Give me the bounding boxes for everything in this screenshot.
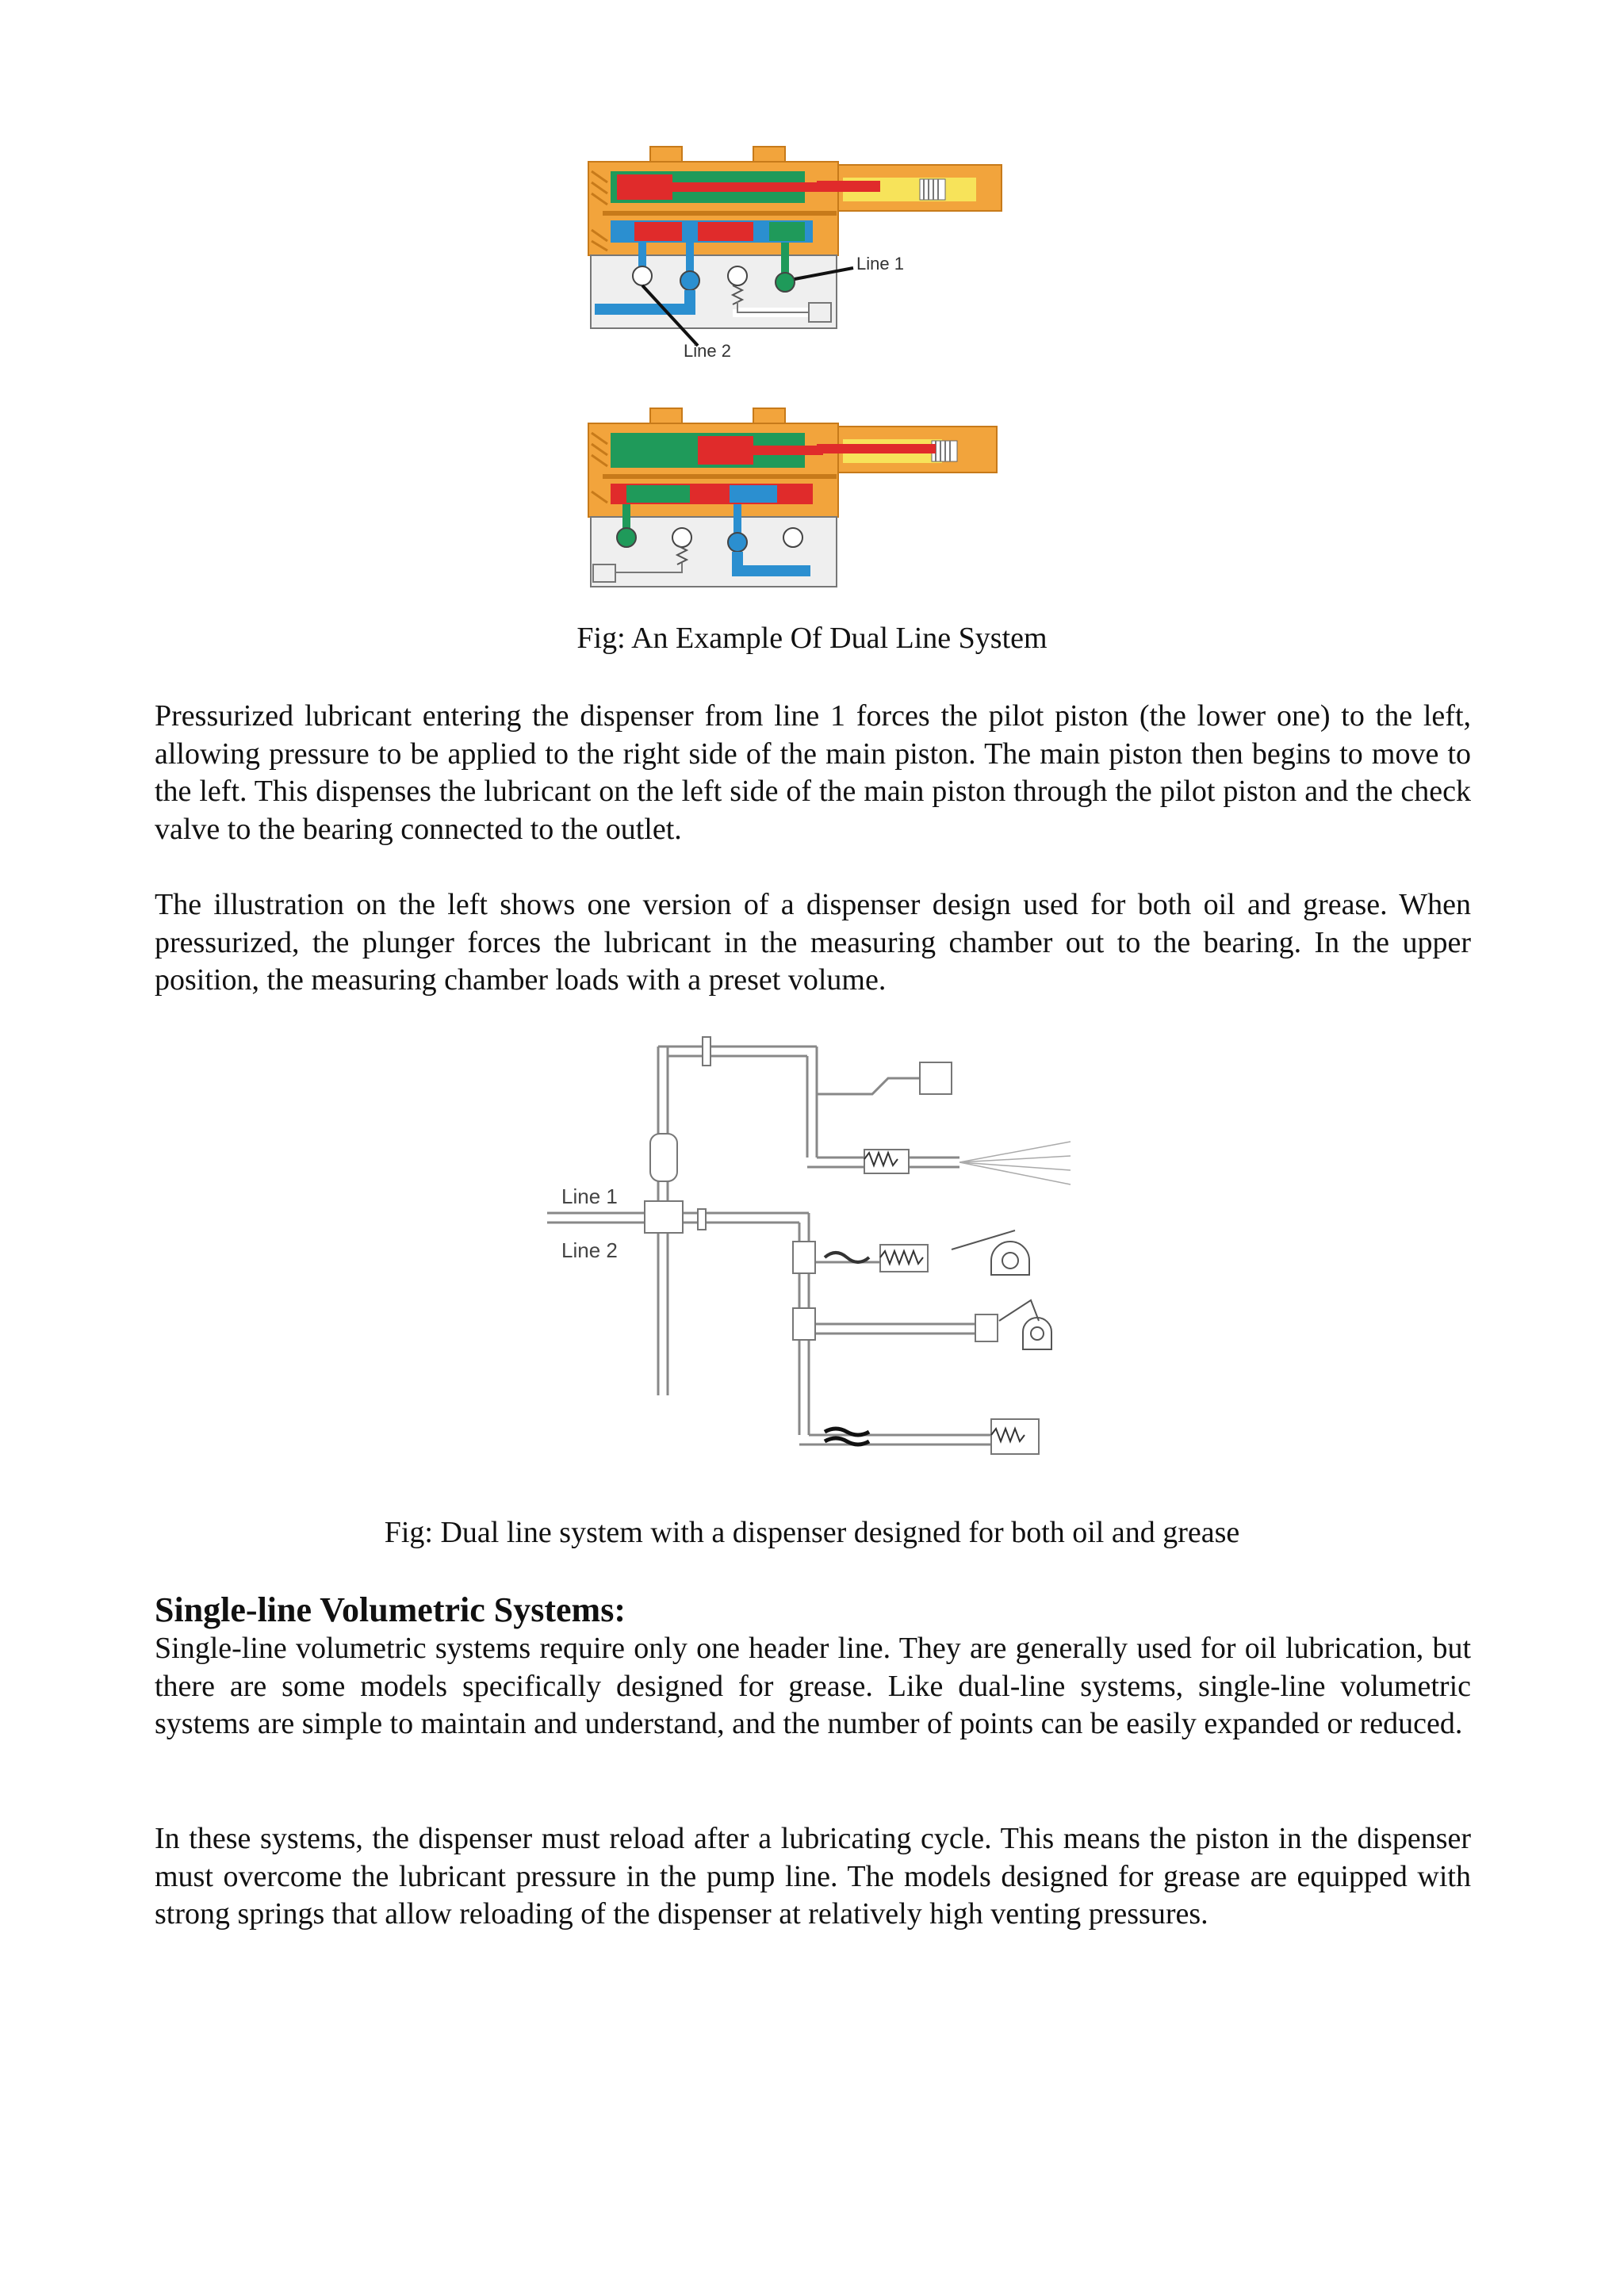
paragraph-1 [155,698,1471,848]
paragraph-2-text: The illustration on the left shows one version of a dispenser design used for both oil and grease. When pressurized, the plunger forces the lubricant in the measuring chamber out to the bearing. In the upper position, the measuring chamber loads with a preset volume. [155,888,1471,997]
section-heading: Single-line Volumetric Systems: [155,1590,626,1629]
figure1-line1-label: Line 1 [856,254,904,274]
figure1-caption: Fig: An Example Of Dual Line System [576,622,1048,655]
figure2-line2-label: Line 2 [561,1238,618,1262]
figure2-line1-label: Line 1 [561,1184,618,1208]
paragraph-1-text: Pressurized lubricant entering the dispenser from line 1 forces the pilot piston (the lower one) to the left, allowing pressure to be applied to the right side of the main piston. The main piston then begins to move to the left. This dispenses the lubricant on the left side of the main piston through the pilot piston and the check valve to the bearing connected to the outlet. [155,699,1471,846]
figure2-caption: Fig: Dual line system with a dispenser designed for both oil and grease [384,1516,1240,1549]
dispenser-diagram-state-2 [588,408,997,587]
dispenser-diagram-state-1 [588,147,1002,361]
single-line-section [155,1590,1471,1743]
section-paragraph-2-block [155,1820,1471,1934]
dual-line-piping-figure [547,1023,1086,1490]
dual-line-dispenser-figure [579,143,1023,618]
figure1-line2-label: Line 2 [684,341,731,361]
paragraph-2 [155,886,1471,1000]
section-paragraph-1: Single-line volumetric systems require only one header line. They are generally used for oil lubrication, but there are some models specifically designed for grease. Like dual-line systems, single-line volumetric systems are simple to maintain and understand, and the number of points can be easily expanded or reduced. [155,1632,1471,1740]
section-paragraph-2: In these systems, the dispenser must reload after a lubricating cycle. This means the piston in the dispenser must overcome the lubricant pressure in the pump line. The models designed for grease are equipped with strong springs that allow reloading of the dispenser at relatively high venting pressures. [155,1822,1471,1931]
